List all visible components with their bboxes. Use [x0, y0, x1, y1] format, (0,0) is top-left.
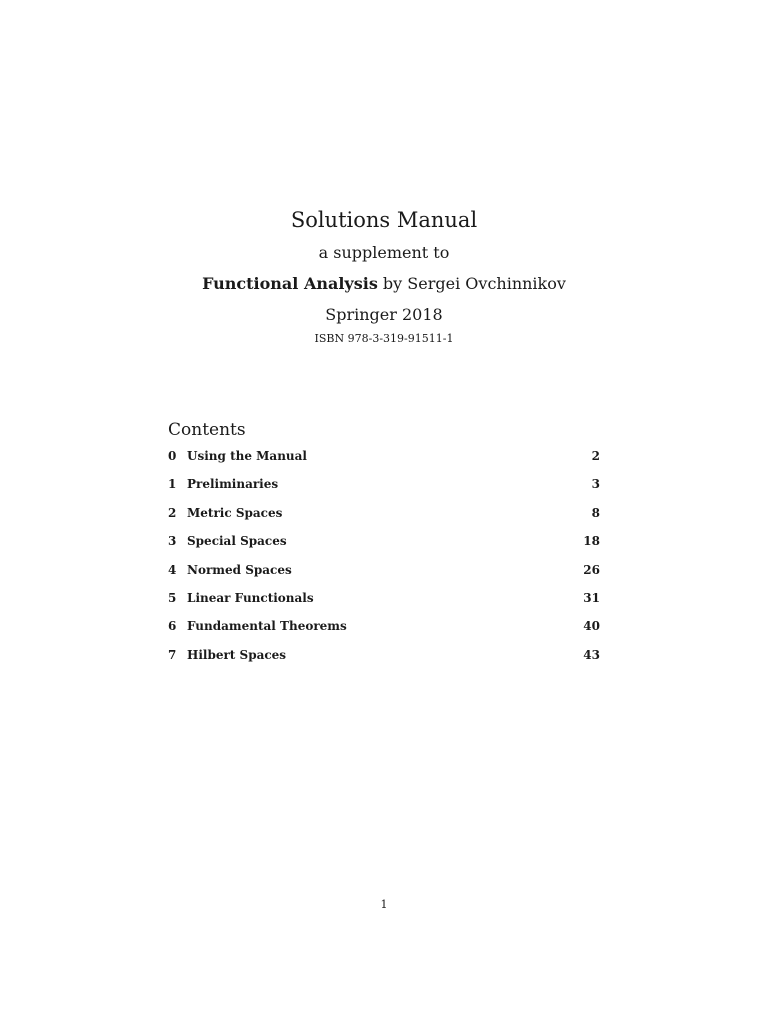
toc-entry [168, 506, 600, 534]
toc-entry-page: 2 [591, 449, 600, 463]
toc-entry-title: Special Spaces [187, 534, 287, 549]
toc-entry-title: Hilbert Spaces [187, 647, 287, 662]
toc-entry-number: 6 [168, 619, 177, 634]
table-of-contents [168, 419, 600, 676]
toc-entry-number: 3 [168, 534, 177, 549]
toc-entry-number: 7 [168, 647, 177, 662]
book-author: by Sergei Ovchinnikov [382, 274, 566, 293]
toc-entry-page: 18 [583, 534, 600, 549]
toc-entry [168, 591, 600, 619]
document-title: Solutions Manual [290, 208, 478, 232]
toc-entry-page: 3 [591, 477, 600, 492]
toc-entry [168, 534, 600, 562]
toc-entry-number: 4 [168, 562, 177, 577]
toc-entry-number: 0 [168, 449, 177, 463]
toc-entry-number: 5 [168, 590, 177, 605]
toc-entry-page: 26 [583, 562, 600, 577]
toc-entry-title: Normed Spaces [187, 562, 292, 577]
toc-entry-number: 1 [168, 477, 177, 492]
toc-entry-title: Linear Functionals [187, 590, 314, 605]
toc-entry [168, 477, 600, 505]
toc-entry-number: 2 [168, 505, 177, 520]
toc-entry-title: Using the Manual [187, 449, 307, 463]
document-subtitle: a supplement to [318, 243, 450, 262]
title-block [0, 206, 768, 346]
toc-entry-title: Preliminaries [187, 477, 279, 492]
page-number: 1 [380, 898, 388, 911]
publisher-line: Springer 2018 [325, 305, 443, 324]
toc-entry [168, 648, 600, 676]
toc-entry-page: 43 [583, 647, 600, 662]
toc-entry-title: Metric Spaces [187, 505, 283, 520]
toc-entry [168, 449, 600, 477]
book-line [0, 273, 768, 295]
toc-entry-page: 8 [591, 505, 600, 520]
contents-heading: Contents [168, 420, 246, 440]
toc-entry-title: Fundamental Theorems [187, 619, 347, 634]
toc-entry [168, 619, 600, 647]
toc-entry [168, 563, 600, 591]
book-title: Functional Analysis [202, 274, 378, 293]
isbn-line: ISBN 978-3-319-91511-1 [314, 332, 454, 345]
toc-entry-page: 31 [583, 590, 600, 605]
toc-entry-page: 40 [583, 619, 600, 634]
